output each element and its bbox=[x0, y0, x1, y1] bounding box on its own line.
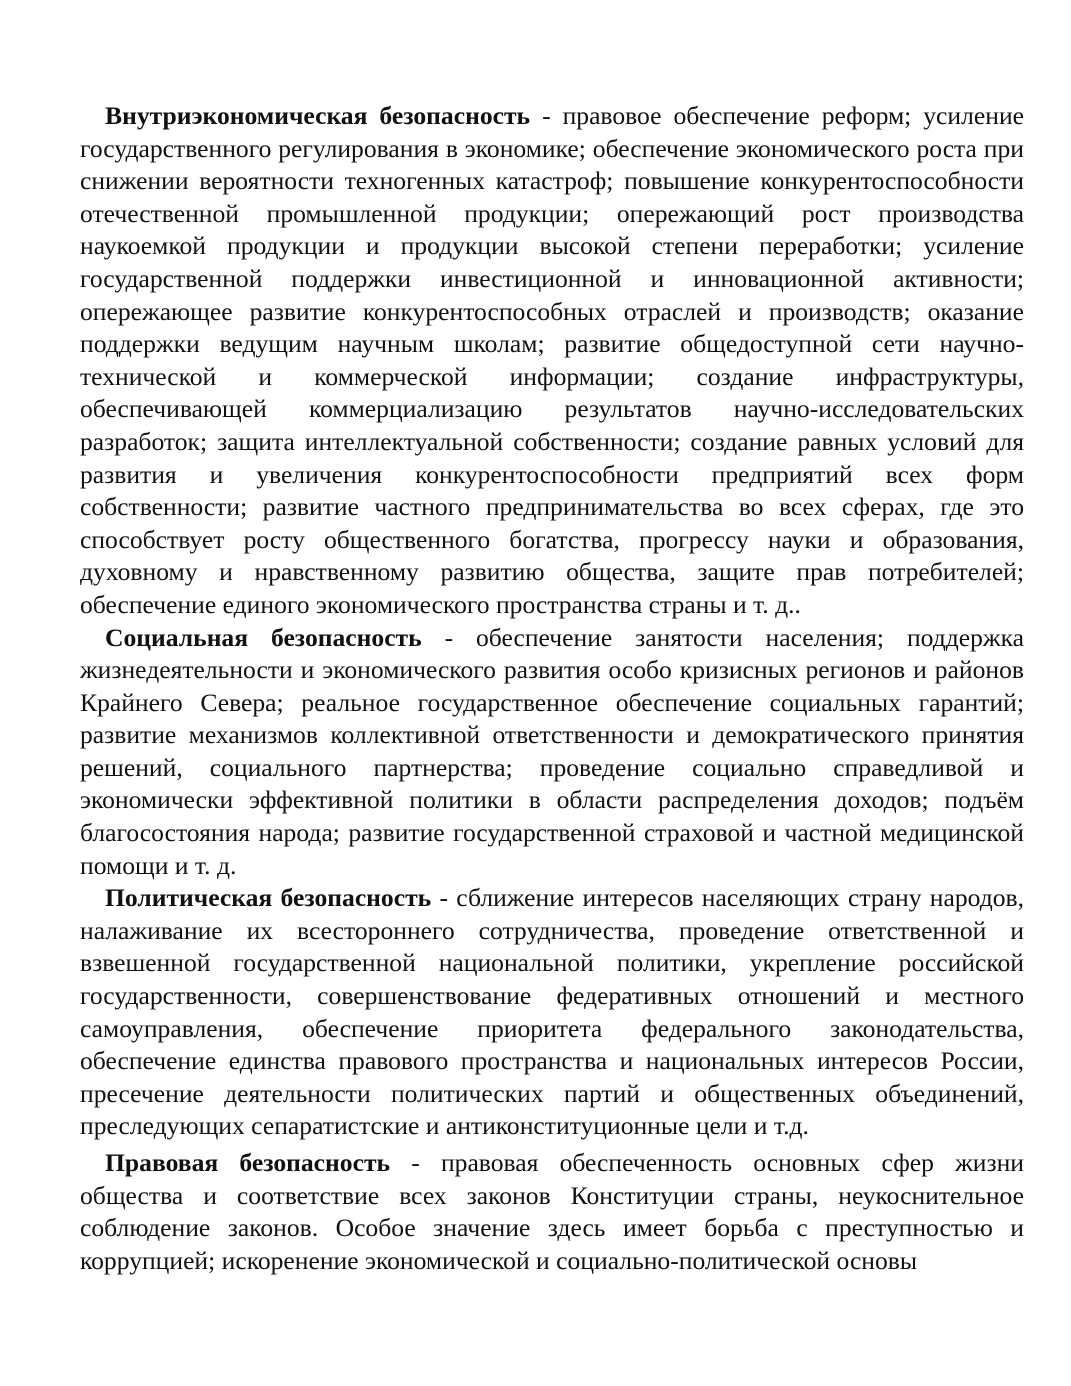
paragraph-text: - сближение интересов населяющих страну народов, налаживание их всестороннего сотрудничества, проведение ответственной и взвешенной государственной национальной политики, укрепление российской государственности, совершенствование федеративных отношений и местного самоуправления, обеспечение приоритета федерального законодательства, обеспечение единства правового пространства и национальных интересов России, пресечение деятельности политических партий и общественных объединений, преследующих сепаратистские и антиконституционные цели и т.д. bbox=[80, 883, 1024, 1141]
paragraph-legal-security bbox=[80, 1147, 1024, 1277]
paragraph-social-security bbox=[80, 622, 1024, 883]
term-heading: Внутриэкономическая безопасность bbox=[105, 101, 531, 130]
paragraph-internal-economic-security bbox=[80, 100, 1024, 622]
paragraph-political-security bbox=[80, 882, 1024, 1143]
paragraph-text: - правовое обеспечение реформ; усиление государственного регулирования в экономике; обеспечение экономического роста при снижении вероятности техногенных катастроф; повышение конкурентоспособности отечественной промышленной продукции; опережающий рост производства наукоемкой продукции и продукции высокой степени переработки; усиление государственной поддержки инвестиционной и инновационной активности; опережающее развитие конкурентоспособных отраслей и производств; оказание поддержки ведущим научным школам; развитие общедоступной сети научно-технической и коммерческой информации; создание инфраструктуры, обеспечивающей коммерциализацию результатов научно-исследовательских разработок; защита интеллектуальной собственности; создание равных условий для развития и увеличения конкурентоспособности предприятий всех форм собственности; развитие частного предпринимательства во всех сферах, где это способствует росту общественного богатства, прогрессу науки и образования, духовному и нравственному развитию общества, защите прав потребителей; обеспечение единого экономического пространства страны и т. д.. bbox=[80, 101, 1024, 619]
term-heading: Социальная безопасность bbox=[105, 622, 422, 652]
document-page bbox=[80, 100, 1024, 1277]
paragraph-text: - правовая обеспеченность основных сфер жизни общества и соответствие всех законов Конституции страны, неукоснительное соблюдение законов. Особое значение здесь имеет борьба с преступностью и коррупцией; искоренение экономической и социально-политической основы bbox=[80, 1148, 1024, 1275]
term-heading: Правовая безопасность bbox=[105, 1148, 391, 1177]
paragraph-text: - обеспечение занятости населения; поддержка жизнедеятельности и экономического развития особо кризисных регионов и районов Крайнего Севера; реальное государственное обеспечение социальных гарантий; развитие механизмов коллективной ответственности и демократического принятия решений, социального партнерства; проведение социально справедливой и экономически эффективной политики в области распределения доходов; подъём благосостояния народа; развитие государственной страховой и частной медицинской помощи и т. д. bbox=[80, 622, 1024, 880]
term-heading: Политическая безопасность bbox=[105, 883, 432, 913]
